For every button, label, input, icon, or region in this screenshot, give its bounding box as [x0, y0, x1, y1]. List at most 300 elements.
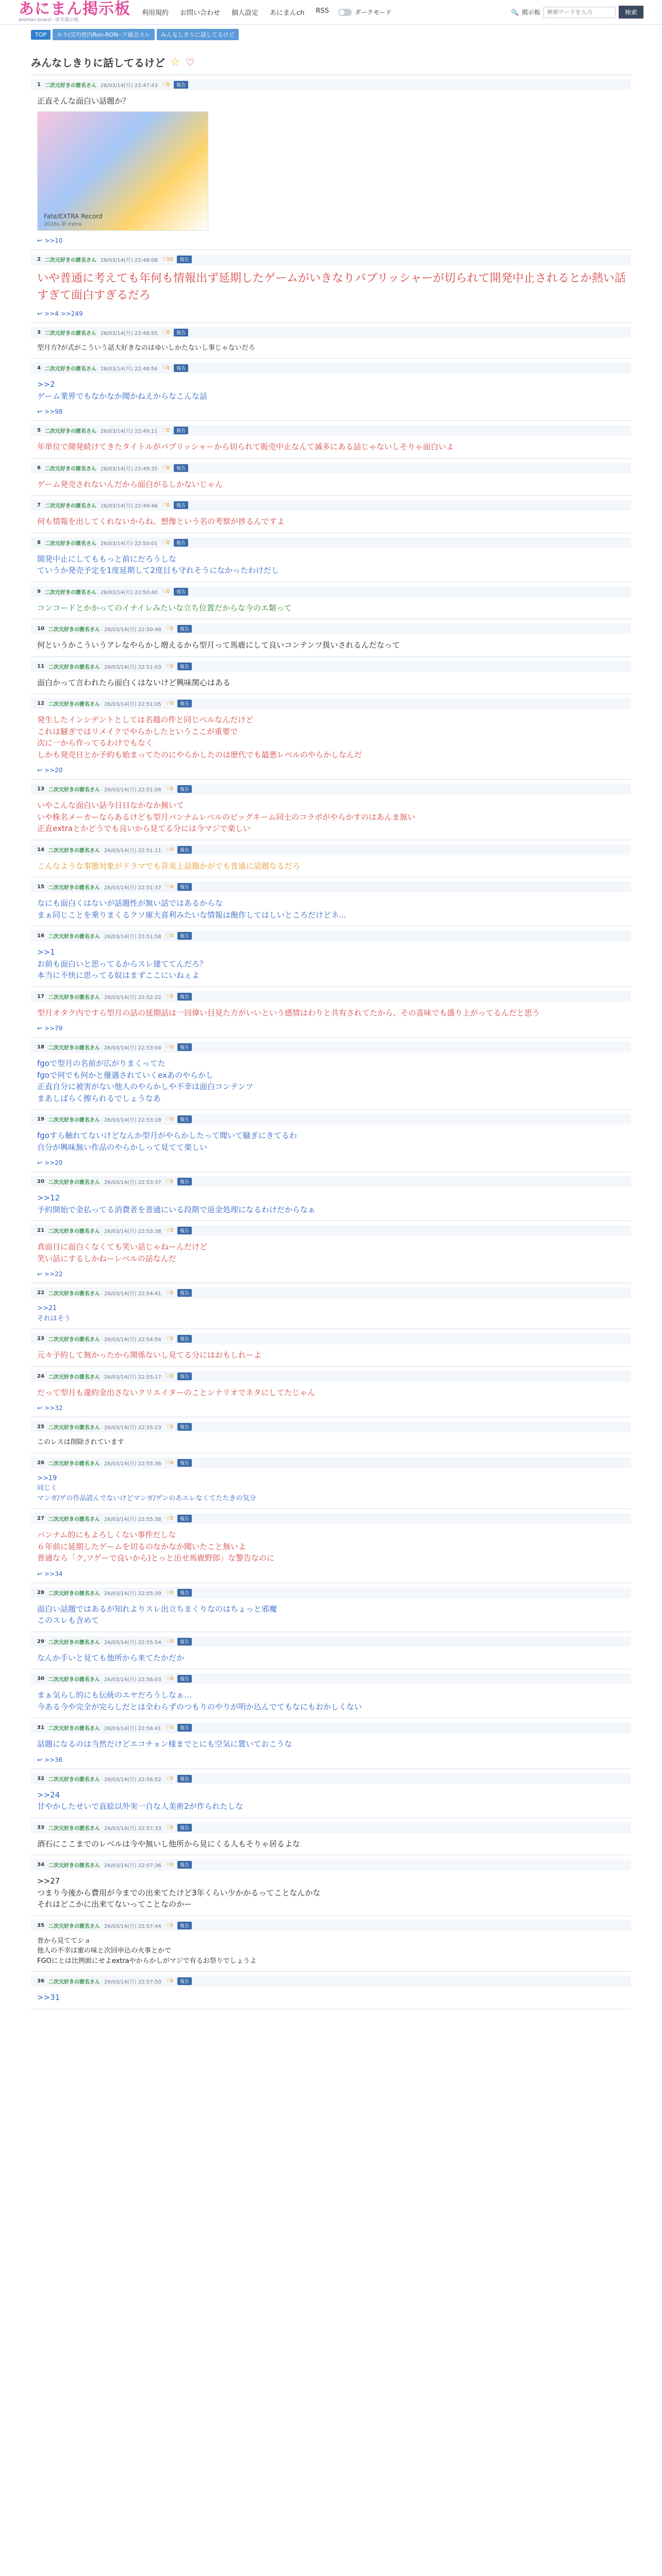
report-button[interactable]: 報告: [177, 993, 192, 1001]
post-meta: [31, 698, 631, 709]
poster-name: 二次元好きの匿名さん: [48, 934, 100, 940]
poster-name: 二次元好きの匿名さん: [44, 257, 96, 263]
poster-name: 二次元好きの匿名さん: [48, 1677, 100, 1683]
post-meta: [31, 327, 631, 338]
report-button[interactable]: 報告: [177, 1824, 192, 1832]
report-button[interactable]: 報告: [177, 932, 192, 940]
reply-links[interactable]: [37, 767, 631, 774]
like-count[interactable]: [166, 1424, 173, 1430]
reply-icon: ↩: [37, 1570, 43, 1578]
like-count[interactable]: [166, 1179, 173, 1184]
like-count[interactable]: [166, 1228, 173, 1233]
reply-link-text[interactable]: >>20: [44, 1159, 63, 1166]
like-icon[interactable]: ♡: [165, 1290, 170, 1296]
post-number[interactable]: 33: [37, 1824, 44, 1831]
like-icon[interactable]: ♡: [165, 1638, 170, 1645]
poster-name: 二次元好きの匿名さん: [48, 1863, 100, 1869]
post-date: 26/03/14(月) 22:48:08: [100, 257, 158, 263]
post-date: 26/03/14(月) 22:47:43: [100, 83, 158, 89]
like-count[interactable]: [166, 884, 173, 890]
like-icon[interactable]: ♡: [165, 1516, 170, 1521]
report-button[interactable]: 報告: [174, 464, 188, 472]
post-number[interactable]: 18: [37, 1044, 44, 1050]
post-body: >>19 同じく マンガ/ゲの作品読んでないけどマンガ/ゲンのあエレなくてたたきの気分: [37, 1474, 256, 1502]
like-icon[interactable]: ♡: [165, 1460, 170, 1466]
thread-title: みんなしきりに話してるけど: [31, 57, 165, 69]
like-icon[interactable]: ♡: [161, 588, 167, 595]
like-count[interactable]: [166, 1923, 173, 1928]
post-number[interactable]: 4: [37, 365, 41, 371]
report-button[interactable]: 報告: [177, 1638, 192, 1646]
like-value: 0: [166, 82, 170, 88]
like-count[interactable]: [166, 701, 173, 706]
site-logo[interactable]: [19, 2, 130, 23]
heart-icon[interactable]: ♡: [185, 56, 195, 69]
like-icon[interactable]: ♡: [165, 663, 170, 669]
search-scope[interactable]: 掲示板: [521, 9, 540, 16]
dark-mode-toggle[interactable]: [338, 8, 392, 16]
post: [31, 75, 631, 250]
post-body: 型月オタク内ですら型月の話の延期話は一回偉い目見た方がいいという感情はわりと共有されてたから、その喜味でも盛り上がってるんだと思う: [37, 1008, 540, 1018]
post-date: 26/03/14(月) 22:55:39: [104, 1590, 161, 1597]
like-icon[interactable]: ♡: [165, 993, 170, 999]
post-meta: [31, 844, 631, 855]
post-list: [31, 75, 631, 2009]
poster-name: 二次元好きの匿名さん: [48, 885, 100, 891]
report-button[interactable]: 報告: [174, 427, 188, 434]
reply-icon: ↩: [37, 408, 43, 415]
like-value: 0: [170, 1725, 174, 1731]
like-count[interactable]: [166, 1044, 173, 1050]
search-input[interactable]: [543, 7, 616, 18]
post: [31, 926, 631, 987]
reply-links[interactable]: [37, 408, 631, 415]
reply-link-text[interactable]: >>34: [44, 1570, 63, 1578]
report-button[interactable]: 報告: [177, 1775, 192, 1783]
report-button[interactable]: 報告: [177, 1589, 192, 1597]
post-meta: [31, 500, 631, 511]
report-button[interactable]: 報告: [177, 785, 192, 793]
post: [31, 694, 631, 779]
post-date: 26/03/14(月) 22:57:36: [104, 1863, 161, 1869]
like-icon[interactable]: ♡: [161, 502, 167, 508]
like-icon[interactable]: ♡: [165, 933, 170, 939]
like-count[interactable]: [162, 589, 170, 595]
post-meta: [31, 1176, 631, 1187]
post: [31, 533, 631, 582]
report-button[interactable]: 報告: [174, 501, 188, 509]
reply-icon: ↩: [37, 1756, 43, 1764]
like-count[interactable]: [166, 1516, 173, 1521]
post-number[interactable]: 10: [37, 626, 44, 632]
report-button[interactable]: 報告: [177, 1423, 192, 1431]
report-button[interactable]: 報告: [177, 1675, 192, 1683]
like-count[interactable]: [166, 1978, 173, 1984]
post-meta: [31, 1114, 631, 1125]
reply-link-text[interactable]: >>22: [44, 1270, 63, 1278]
reply-icon: ↩: [37, 310, 43, 317]
like-value: 0: [170, 1460, 174, 1466]
post-number[interactable]: 3: [37, 329, 41, 335]
post-number[interactable]: 2: [37, 256, 41, 262]
post-number[interactable]: 31: [37, 1725, 44, 1731]
reply-links[interactable]: [37, 1025, 631, 1032]
post-number[interactable]: 12: [37, 701, 44, 706]
like-icon[interactable]: ♡: [165, 786, 170, 792]
like-count[interactable]: [166, 1825, 173, 1831]
reply-link-text[interactable]: >>79: [44, 1025, 63, 1032]
nav-contact[interactable]: お問い合わせ: [180, 9, 221, 17]
post: [31, 1221, 631, 1283]
post-body: 酒石にここまでのレベルは今や無いし他所から見にくる人もそりゃ居るよな: [37, 1839, 301, 1849]
post-date: 26/03/14(月) 22:50:48: [104, 627, 161, 633]
post-body: >>27 つまり今後から費用が今までの出来てたけど3年くらい少かかるってことなんかな それはどこかに出来てないってことなのかー: [37, 1876, 321, 1909]
post: [31, 1583, 631, 1632]
like-value: 0: [170, 1824, 174, 1831]
post-body: このレスは削除されています: [37, 1438, 124, 1446]
post-number[interactable]: 23: [37, 1336, 44, 1342]
reply-links[interactable]: [37, 1270, 631, 1278]
like-value: 0: [170, 626, 174, 632]
post-number[interactable]: 11: [37, 663, 44, 669]
like-count[interactable]: [162, 330, 170, 335]
post-number[interactable]: 26: [37, 1460, 44, 1466]
poster-name: 二次元好きの匿名さん: [48, 848, 100, 854]
like-icon[interactable]: ♡: [165, 1775, 170, 1782]
crumb-category[interactable]: ホラ(完?)宮内Ron-RON--ア総合スレ: [53, 29, 155, 40]
nav-settings[interactable]: 個人設定: [231, 9, 259, 17]
post-meta: [31, 586, 631, 597]
post-number[interactable]: 36: [37, 1978, 44, 1984]
like-value: 0: [170, 1290, 174, 1296]
like-count[interactable]: [166, 1639, 173, 1645]
like-count[interactable]: [166, 1290, 173, 1296]
post-date: 26/03/14(月) 22:55:23: [104, 1425, 161, 1431]
report-button[interactable]: 報告: [177, 1043, 192, 1051]
like-icon[interactable]: ♡: [165, 884, 170, 890]
post-body: だって型月も違約金出さないクリエイターのことシナリオでネタにしてたじゃん: [37, 1387, 316, 1397]
post-number[interactable]: 22: [37, 1290, 44, 1296]
reply-link-text[interactable]: >>20: [44, 767, 63, 774]
like-count[interactable]: [162, 502, 170, 508]
post-number[interactable]: 5: [37, 428, 41, 433]
post-number[interactable]: 17: [37, 993, 44, 999]
nav-animanch[interactable]: あにまんch: [270, 9, 305, 17]
report-button[interactable]: 報告: [177, 883, 192, 891]
toggle-switch[interactable]: [338, 9, 352, 16]
poster-name: 二次元好きの匿名さん: [44, 503, 96, 509]
post-date: 26/03/14(月) 22:53:04: [104, 1045, 161, 1051]
post: [31, 1110, 631, 1172]
report-button[interactable]: 報告: [177, 1289, 192, 1297]
like-value: 0: [170, 1516, 174, 1521]
report-button[interactable]: 報告: [174, 588, 188, 596]
post-meta: [31, 930, 631, 941]
post-date: 26/03/14(月) 22:51:05: [104, 702, 161, 707]
poster-name: 二次元好きの匿名さん: [44, 466, 96, 472]
post-body: いや普通に考えても年何も情報出ず延期したゲームがいきなりパブリッシャーが切られて開発中止されるとか熱い話すぎて面白すぎるだろ: [37, 272, 626, 302]
report-button[interactable]: 報告: [177, 700, 192, 707]
post: [31, 1769, 631, 1818]
like-icon[interactable]: ♡: [165, 1373, 170, 1379]
post-body: 年単位で開発続けてきたタイトルがパブリッシャーから切られて販売中止なんて滅多にある話じゃないしそりゃ面白いよ: [37, 442, 454, 451]
reply-icon: ↩: [37, 1025, 43, 1032]
report-button[interactable]: 報告: [177, 1861, 192, 1869]
like-count[interactable]: [166, 994, 173, 999]
post: [31, 840, 631, 878]
post-date: 26/03/14(月) 22:53:38: [104, 1229, 161, 1234]
search-button[interactable]: 検索: [619, 6, 643, 19]
report-button[interactable]: 報告: [177, 256, 191, 263]
post-number[interactable]: 19: [37, 1116, 44, 1122]
poster-name: 二次元好きの匿名さん: [48, 1825, 100, 1832]
post: [31, 1417, 631, 1453]
report-button[interactable]: 報告: [177, 1335, 192, 1343]
like-count[interactable]: [166, 1590, 173, 1596]
post-body: 正直そんな面白い話題か？: [37, 96, 130, 106]
like-value: 0: [170, 846, 174, 853]
like-count[interactable]: [166, 847, 173, 853]
like-value: 0: [170, 1589, 174, 1596]
post-date: 26/03/14(月) 22:57:33: [104, 1825, 161, 1832]
post-number[interactable]: 35: [37, 1922, 44, 1928]
report-button[interactable]: 報告: [177, 1977, 192, 1985]
report-button[interactable]: 報告: [177, 1227, 192, 1234]
post-number[interactable]: 20: [37, 1179, 44, 1184]
post-number[interactable]: 24: [37, 1373, 44, 1379]
post: [31, 359, 631, 421]
post: [31, 1818, 631, 1856]
like-icon[interactable]: ♡: [165, 626, 170, 632]
post-meta: [31, 1225, 631, 1236]
post-number[interactable]: 1: [37, 82, 41, 88]
report-button[interactable]: 報告: [177, 1178, 192, 1185]
report-button[interactable]: 報告: [177, 1724, 192, 1732]
report-button[interactable]: 報告: [177, 1459, 192, 1467]
post-number[interactable]: 29: [37, 1638, 44, 1645]
post: [31, 323, 631, 359]
nav-rss[interactable]: RSS: [316, 7, 329, 15]
post-number[interactable]: 34: [37, 1862, 44, 1868]
post: [31, 459, 631, 496]
like-count[interactable]: [166, 1374, 173, 1379]
like-value: 0: [166, 465, 170, 471]
post-body: こんなような事態対象がドラマでも昔炎上話題かがでも普通に話題なるだろ: [37, 861, 301, 871]
poster-name: 二次元好きの匿名さん: [48, 702, 100, 707]
like-icon[interactable]: ♡: [161, 256, 167, 262]
like-icon[interactable]: ♡: [165, 846, 170, 853]
report-button[interactable]: 報告: [174, 364, 188, 372]
post-number[interactable]: 25: [37, 1424, 44, 1430]
like-icon[interactable]: ♡: [165, 1862, 170, 1868]
report-button[interactable]: 報告: [177, 846, 192, 854]
like-count[interactable]: [166, 664, 173, 669]
like-count[interactable]: [166, 1336, 173, 1342]
reply-icon: ↩: [37, 1270, 43, 1278]
report-button[interactable]: 報告: [177, 663, 192, 670]
post-body: まぁ気らし的にも伝統のエヤだろうしなぁ... 今ある今や完全が完らしだとは全わらずのつもりのやりが明か込んでてもなにもおかしくない: [37, 1690, 362, 1711]
post: [31, 1718, 631, 1769]
post-date: 26/03/14(月) 22:49:11: [100, 429, 158, 434]
nav-terms[interactable]: 利用規約: [142, 9, 169, 17]
post-number[interactable]: 28: [37, 1589, 44, 1596]
like-icon[interactable]: ♡: [165, 1336, 170, 1342]
post-date: 26/03/14(月) 22:48:56: [100, 366, 158, 372]
like-count[interactable]: [162, 465, 170, 471]
thread-header: [31, 48, 631, 75]
like-count[interactable]: [166, 1460, 173, 1466]
like-icon[interactable]: ♡: [161, 539, 167, 546]
like-icon[interactable]: ♡: [165, 1228, 170, 1233]
post-date: 26/03/14(月) 22:53:18: [104, 1117, 161, 1123]
reply-links[interactable]: [37, 1404, 631, 1412]
reply-links[interactable]: [37, 237, 631, 244]
reply-links[interactable]: [37, 1159, 631, 1166]
like-count[interactable]: [162, 82, 170, 88]
post-number[interactable]: 15: [37, 884, 44, 890]
post-meta: [31, 784, 631, 794]
reply-icon: ↩: [37, 1159, 43, 1166]
like-icon[interactable]: ♡: [161, 365, 167, 371]
like-icon[interactable]: ♡: [165, 1179, 170, 1184]
post-date: 26/03/14(月) 22:50:40: [100, 589, 158, 596]
post-date: 26/03/14(月) 22:57:44: [104, 1923, 161, 1929]
report-button[interactable]: 報告: [174, 81, 188, 89]
post-meta: [31, 1421, 631, 1432]
report-button[interactable]: 報告: [174, 329, 188, 336]
poster-name: 二次元好きの匿名さん: [48, 1291, 100, 1297]
post-number[interactable]: 14: [37, 846, 44, 853]
post-date: 26/03/14(月) 22:55:36: [104, 1461, 161, 1467]
post-meta: [31, 254, 631, 265]
like-count[interactable]: [166, 626, 173, 632]
reply-link-text[interactable]: >>98: [44, 408, 63, 415]
like-value: 0: [170, 1978, 174, 1984]
like-count[interactable]: [162, 365, 170, 371]
report-button[interactable]: 報告: [177, 625, 192, 633]
post: [31, 987, 631, 1038]
post-body: fgoすら触れてないけどなんか型月がやらかしたって聞いて騒ぎにきてるわ 自分が興味無い作品のやらかしって見てて楽しい: [37, 1131, 297, 1152]
post-meta: [31, 1673, 631, 1684]
like-count[interactable]: [166, 1676, 173, 1682]
like-count[interactable]: [166, 933, 173, 939]
post: [31, 582, 631, 620]
like-icon[interactable]: ♡: [161, 82, 167, 88]
post-number[interactable]: 27: [37, 1516, 44, 1521]
reply-link-text[interactable]: >>4 >>249: [44, 310, 83, 317]
like-icon[interactable]: ♡: [165, 1676, 170, 1682]
reply-links[interactable]: [37, 310, 631, 317]
post-number[interactable]: 30: [37, 1676, 44, 1682]
like-count[interactable]: [166, 786, 173, 792]
post-number[interactable]: 32: [37, 1775, 44, 1782]
post-body: 何というかこういうアレなやらかし増えるから型月って馬鹿にして良いコンテンツ扱いされるんだなって: [37, 640, 400, 650]
post-body: 話題になるのは当然だけどエコチョン様までとにも空気に置いておこうな: [37, 1739, 292, 1749]
like-count[interactable]: [162, 540, 170, 546]
like-count[interactable]: [166, 1862, 173, 1868]
post-date: 26/03/14(月) 22:55:17: [104, 1374, 161, 1380]
logo-main: あにまん掲示板: [19, 0, 130, 18]
post-meta: [31, 537, 631, 548]
post-image[interactable]: [37, 111, 208, 231]
post-body: >>21 それはそう: [37, 1304, 71, 1323]
poster-name: 二次元好きの匿名さん: [48, 1979, 100, 1985]
like-count[interactable]: [162, 257, 173, 262]
reply-link-text[interactable]: >>36: [44, 1756, 63, 1764]
like-icon[interactable]: ♡: [161, 329, 167, 335]
like-value: 0: [166, 588, 170, 595]
report-button[interactable]: 報告: [174, 539, 188, 547]
like-count[interactable]: [162, 428, 170, 433]
like-icon[interactable]: ♡: [165, 1725, 170, 1731]
like-icon[interactable]: ♡: [165, 1824, 170, 1831]
post-number[interactable]: 9: [37, 588, 41, 595]
search-box: [511, 6, 643, 19]
like-value: 0: [170, 933, 174, 939]
like-count[interactable]: [166, 1725, 173, 1731]
post-number[interactable]: 7: [37, 502, 41, 508]
favorite-star-icon[interactable]: ☆: [170, 56, 180, 69]
report-button[interactable]: 報告: [177, 1372, 192, 1380]
like-icon[interactable]: ♡: [165, 1922, 170, 1928]
like-count[interactable]: [166, 1776, 173, 1782]
poster-name: 二次元好きの匿名さん: [44, 429, 96, 434]
reply-links[interactable]: [37, 1756, 631, 1764]
like-icon[interactable]: ♡: [165, 1116, 170, 1122]
post-body: 何も情報を出してくれないからね、想像という名の考察が捗るんですよ: [37, 517, 285, 526]
reply-icon: ↩: [37, 767, 43, 774]
post-body: 面白かって言われたら面白くはないけど興味関心はある: [37, 677, 231, 687]
crumb-thread[interactable]: みんなしきりに話してるけど: [157, 29, 239, 40]
like-value: 0: [166, 502, 170, 508]
post: [31, 1329, 631, 1367]
poster-name: 二次元好きの匿名さん: [44, 540, 96, 547]
like-icon[interactable]: ♡: [161, 465, 167, 471]
like-icon[interactable]: ♡: [165, 1978, 170, 1984]
like-icon[interactable]: ♡: [165, 1589, 170, 1596]
like-count[interactable]: [166, 1116, 173, 1122]
post-meta: [31, 425, 631, 436]
post-number[interactable]: 16: [37, 933, 44, 939]
like-value: 0: [170, 1373, 174, 1379]
like-value: 0: [170, 1676, 174, 1682]
post-meta: [31, 1587, 631, 1598]
post-body: >>2 ゲーム業界でもなかなか聞かねえからなこんな話: [37, 380, 208, 401]
report-button[interactable]: 報告: [177, 1515, 192, 1522]
post-number[interactable]: 21: [37, 1228, 44, 1233]
like-icon[interactable]: ♡: [165, 701, 170, 706]
reply-link-text[interactable]: >>32: [44, 1404, 63, 1412]
report-button[interactable]: 報告: [177, 1115, 192, 1123]
post-number[interactable]: 13: [37, 786, 44, 792]
post-date: 26/03/14(月) 22:51:11: [104, 848, 161, 854]
like-icon[interactable]: ♡: [165, 1044, 170, 1050]
like-value: 0: [170, 1638, 174, 1645]
post-body: fgoで型月の名前が広がりまくってた fgoで何でも何かと優遇されていくexあのやらかし 正直自分に被害がない他人のやらかしや不幸は面白コンテンツ まあしばらく擦られるでしょうなあ: [37, 1059, 254, 1103]
report-button[interactable]: 報告: [177, 1922, 192, 1929]
poster-name: 二次元好きの匿名さん: [48, 1180, 100, 1185]
crumb-top[interactable]: TOP: [31, 30, 51, 40]
like-icon[interactable]: ♡: [165, 1424, 170, 1430]
post-body: コンコードとかかってのイナイレみたいな立ち位置だからな今のエ類って: [37, 603, 292, 613]
reply-links[interactable]: [37, 1570, 631, 1578]
post-meta: [31, 79, 631, 90]
post-number[interactable]: 8: [37, 539, 41, 546]
post-number[interactable]: 6: [37, 465, 41, 471]
reply-link-text[interactable]: >>10: [44, 236, 63, 244]
like-value: 0: [170, 701, 174, 706]
like-icon[interactable]: ♡: [161, 428, 167, 433]
